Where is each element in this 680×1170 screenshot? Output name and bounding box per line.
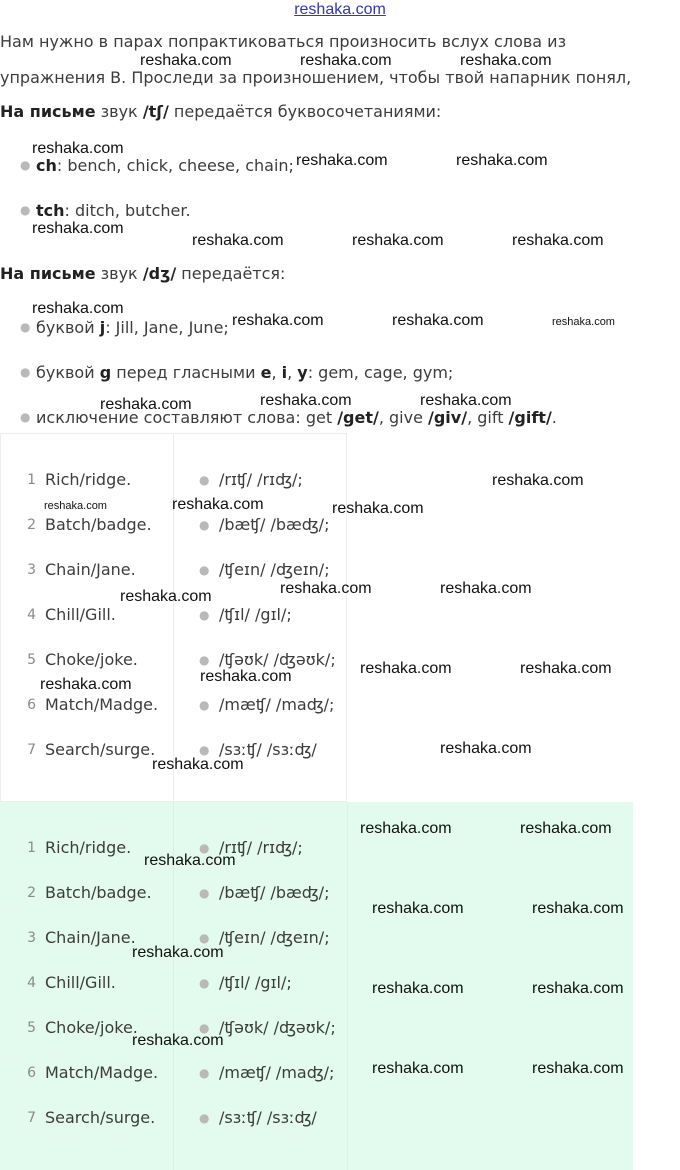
heading-bold: На письме	[0, 264, 96, 283]
bullet-icon: ●	[20, 320, 31, 334]
list-item: ● буквой g перед гласными e, i, y: gem, cage, gym;	[20, 363, 454, 382]
list-item: ● ch: bench, chick, cheese, chain;	[20, 156, 294, 175]
dzh-heading: На письме звук /dʒ/ передаётся:	[0, 264, 286, 283]
watermark: reshaka.com	[132, 944, 224, 961]
sound-tsh: /tʃ/	[142, 102, 169, 121]
watermark: reshaka.com	[440, 580, 532, 597]
bullet-icon: ●	[199, 653, 210, 667]
bullet-icon: ●	[199, 473, 210, 487]
bullet-icon: ●	[199, 931, 210, 945]
watermark: reshaka.com	[260, 392, 352, 409]
sound-dzh: /dʒ/	[142, 264, 177, 283]
watermark: reshaka.com	[152, 756, 244, 773]
site-link[interactable]: reshaka.com	[294, 1, 386, 18]
watermark: reshaka.com	[492, 472, 584, 489]
watermark: reshaka.com	[392, 312, 484, 329]
bullet-icon: ●	[199, 518, 210, 532]
watermark: reshaka.com	[520, 660, 612, 677]
bullet-icon: ●	[199, 608, 210, 622]
watermark: reshaka.com	[420, 392, 512, 409]
watermark: reshaka.com	[280, 580, 372, 597]
watermark: reshaka.com	[100, 396, 192, 413]
bullet-icon: ●	[199, 563, 210, 577]
bullet-icon: ●	[20, 365, 31, 379]
list-item: ● tch: ditch, butcher.	[20, 201, 191, 220]
bullet-icon: ●	[199, 1066, 210, 1080]
column-divider	[173, 433, 174, 802]
watermark: reshaka.com	[32, 220, 124, 237]
watermark: reshaka.com	[372, 900, 464, 917]
watermark: reshaka.com	[532, 1060, 624, 1077]
list-item: ● исключение составляют слова: get /get/, give /giv/, gift /gift/.	[20, 408, 557, 427]
watermark: reshaka.com	[460, 52, 552, 69]
watermark: reshaka.com	[140, 52, 232, 69]
list-item: ● буквой j: Jill, Jane, June;	[20, 318, 229, 337]
watermark: reshaka.com	[552, 316, 615, 328]
watermark: reshaka.com	[192, 232, 284, 249]
watermark: reshaka.com	[532, 980, 624, 997]
watermark: reshaka.com	[512, 232, 604, 249]
bullet-icon: ●	[20, 158, 31, 172]
pairs-table-highlighted: 1 Rich/ridge. ● /rɪʧ/ /rɪʤ/; 2 Batch/badge. ● /bæʧ/ /bæʤ/; 3 Chain/Jane. ● /ʧeɪn/ /ʤeɪn/; 4 Chill/Gill. ● /ʧɪl/ /gɪl/; 5 Choke/joke. ● /ʧəʊk/ /ʤəʊk/; 6 Match/Madge. ● /mæʧ/ /maʤ/; 7 Search/surge. ● /sɜːʧ/ /sɜːʤ/	[0, 802, 633, 1170]
column-divider	[347, 802, 348, 1170]
watermark: reshaka.com	[144, 852, 236, 869]
bullet-icon: ●	[199, 976, 210, 990]
watermark: reshaka.com	[296, 152, 388, 169]
bullet-icon: ●	[199, 886, 210, 900]
bullet-icon: ●	[199, 1111, 210, 1125]
watermark: reshaka.com	[520, 820, 612, 837]
bullet-icon: ●	[199, 841, 210, 855]
watermark: reshaka.com	[172, 496, 264, 513]
watermark: reshaka.com	[32, 300, 124, 317]
watermark: reshaka.com	[44, 500, 107, 512]
watermark: reshaka.com	[200, 668, 292, 685]
watermark: reshaka.com	[300, 52, 392, 69]
intro-line-2: упражнения B. Проследи за произношением, чтобы твой напарник понял,	[0, 68, 632, 87]
watermark: reshaka.com	[132, 1032, 224, 1049]
bullet-icon: ●	[199, 743, 210, 757]
watermark: reshaka.com	[120, 588, 212, 605]
watermark: reshaka.com	[232, 312, 324, 329]
bullet-icon: ●	[20, 410, 31, 424]
watermark: reshaka.com	[456, 152, 548, 169]
watermark: reshaka.com	[360, 820, 452, 837]
watermark: reshaka.com	[372, 1060, 464, 1077]
watermark: reshaka.com	[532, 900, 624, 917]
watermark: reshaka.com	[352, 232, 444, 249]
watermark: reshaka.com	[32, 140, 124, 157]
heading-bold: На письме	[0, 102, 96, 121]
watermark: reshaka.com	[332, 500, 424, 517]
intro-line-1: Нам нужно в парах попрактиковаться произносить вслух слова из	[0, 32, 567, 51]
bullet-icon: ●	[199, 1021, 210, 1035]
bullet-icon: ●	[20, 203, 31, 217]
bullet-icon: ●	[199, 698, 210, 712]
watermark: reshaka.com	[40, 676, 132, 693]
tsh-heading: На письме звук /tʃ/ передаётся буквосочетаниями:	[0, 102, 442, 121]
pairs-table: 1 Rich/ridge. ● /rɪʧ/ /rɪʤ/; 2 Batch/badge. ● /bæʧ/ /bæʤ/; 3 Chain/Jane. ● /ʧeɪn/ /ʤeɪn/; 4 Chill/Gill. ● /ʧɪl/ /gɪl/; 5 Choke/joke. ● /ʧəʊk/ /ʤəʊk/; 6 Match/Madge. ● /mæʧ/ /maʤ/; 7 Search/surge. ● /sɜːʧ/ /sɜːʤ/	[0, 433, 633, 802]
watermark: reshaka.com	[360, 660, 452, 677]
watermark: reshaka.com	[372, 980, 464, 997]
watermark: reshaka.com	[440, 740, 532, 757]
